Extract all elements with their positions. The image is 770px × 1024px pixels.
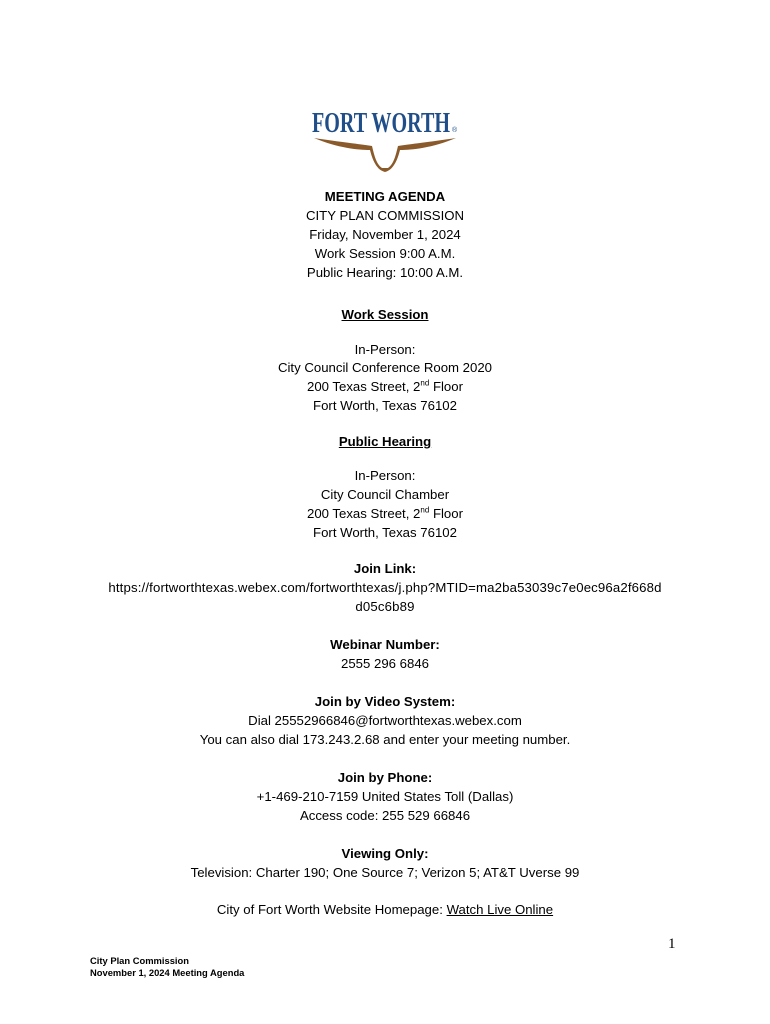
public-hearing-street xyxy=(0,504,770,523)
public-hearing-heading: Public Hearing xyxy=(338,434,432,449)
viewing-television: Television: Charter 190; One Source 7; Verizon 5; AT&T Uverse 99 xyxy=(190,865,580,880)
work-session-street xyxy=(0,377,770,396)
footer-commission: City Plan Commission xyxy=(90,955,189,966)
video-dial: Dial 25552966846@fortworthtexas.webex.com xyxy=(248,713,522,728)
work-session-room: City Council Conference Room 2020 xyxy=(277,360,493,375)
viewing-website xyxy=(0,900,770,919)
fort-worth-logo xyxy=(300,102,470,174)
meeting-agenda-title: MEETING AGENDA xyxy=(324,189,446,204)
webinar-number: 2555 296 6846 xyxy=(340,656,429,671)
public-hearing-city: Fort Worth, Texas 76102 xyxy=(313,525,457,540)
street-ordinal: nd xyxy=(420,505,430,515)
public-hearing-room: City Council Chamber xyxy=(320,487,450,502)
public-hearing-mode: In-Person: xyxy=(354,468,416,483)
page-number: 1 xyxy=(668,936,676,952)
footer xyxy=(90,955,244,979)
webinar-heading: Webinar Number: xyxy=(330,637,440,652)
phone-access-code: Access code: 255 529 66846 xyxy=(299,808,471,823)
street-floor: Floor xyxy=(429,379,463,394)
video-heading: Join by Video System: xyxy=(314,694,456,709)
watch-live-online-link[interactable]: Watch Live Online xyxy=(446,902,554,917)
commission-name: CITY PLAN COMMISSION xyxy=(305,208,465,223)
street-floor: Floor xyxy=(429,506,463,521)
phone-heading: Join by Phone: xyxy=(337,770,433,785)
logo-registered-mark: ® xyxy=(452,127,458,134)
join-link-heading: Join Link: xyxy=(353,561,417,576)
phone-number: +1-469-210-7159 United States Toll (Dallas) xyxy=(256,789,514,804)
longhorn-icon xyxy=(314,138,456,172)
street-text: 200 Texas Street, 2 xyxy=(306,506,421,521)
footer-meeting: November 1, 2024 Meeting Agenda xyxy=(90,967,245,978)
meeting-date: Friday, November 1, 2024 xyxy=(309,227,461,242)
work-session-city: Fort Worth, Texas 76102 xyxy=(313,398,457,413)
work-session-time: Work Session 9:00 A.M. xyxy=(314,246,456,261)
viewing-heading: Viewing Only: xyxy=(341,846,429,861)
join-link-url-line1[interactable]: https://fortworthtexas.webex.com/fortworthtexas/j.php?MTID=ma2ba53039c7e0ec96a2f668d xyxy=(108,580,662,595)
video-alt-dial: You can also dial 173.243.2.68 and enter your meeting number. xyxy=(199,732,571,747)
work-session-mode: In-Person: xyxy=(354,342,416,357)
street-ordinal: nd xyxy=(420,378,430,388)
street-text: 200 Texas Street, 2 xyxy=(306,379,421,394)
work-session-heading: Work Session xyxy=(341,307,429,322)
join-link-url-line2[interactable]: d05c6b89 xyxy=(355,599,415,614)
logo-wordmark: FORT WORTH xyxy=(312,107,451,139)
public-hearing-time: Public Hearing: 10:00 A.M. xyxy=(306,265,464,280)
website-label: City of Fort Worth Website Homepage: xyxy=(216,902,447,917)
